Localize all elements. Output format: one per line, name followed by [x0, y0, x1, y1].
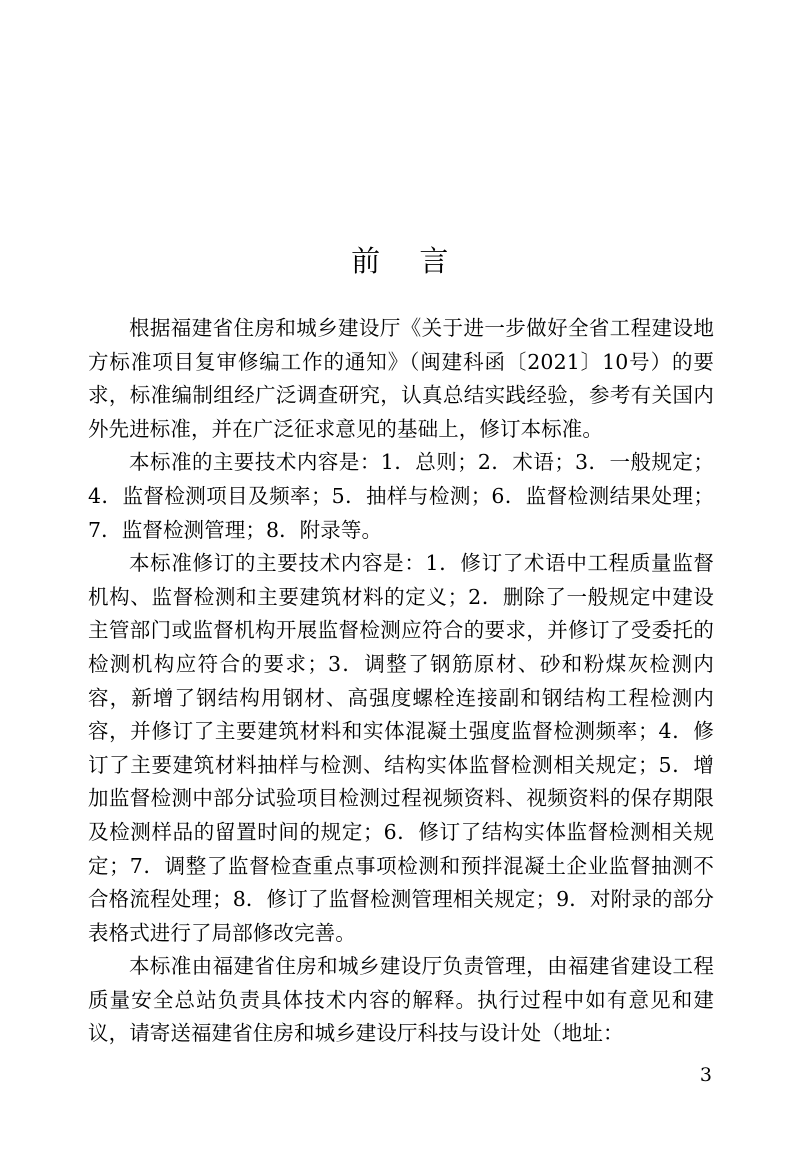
document-body	[88, 312, 714, 1051]
paragraph-revision-content: 本标准修订的主要技术内容是：1．修订了术语中工程质量监督机构、监督检测和主要建筑材料的定义；2．删除了一般规定中建设主管部门或监督机构开展监督检测应符合的要求，并修订了受委托的检测机构应符合的要求；3．调整了钢筋原材、砂和粉煤灰检测内容，新增了钢结构用钢材、高强度螺栓连接副和钢结构工程检测内容，并修订了主要建筑材料和实体混凝土强度监督检测频率；4．修订了主要建筑材料抽样与检测、结构实体监督检测相关规定；5．增加监督检测中部分试验项目检测过程视频资料、视频资料的保存期限及检测样品的留置时间的规定；6．修订了结构实体监督检测相关规定；7．调整了监督检查重点事项检测和预拌混凝土企业监督抽测不合格流程处理；8．修订了监督检测管理相关规定；9．对附录的部分表格式进行了局部修改完善。	[88, 551, 714, 945]
page-title: 前 言	[351, 244, 449, 279]
paragraph-main-content: 本标准的主要技术内容是：1．总则；2．术语；3．一般规定；4．监督检测项目及频率；5．抽样与检测；6．监督检测结果处理；7．监督检测管理；8．附录等。	[88, 450, 714, 542]
paragraph-basis: 根据福建省住房和城乡建设厅《关于进一步做好全省工程建设地方标准项目复审修编工作的通知》（闽建科函〔2021〕10号）的要求，标准编制组经广泛调查研究，认真总结实践经验，参考有关国内外先进标准，并在广泛征求意见的基础上，修订本标准。	[88, 316, 714, 441]
page-number: 3	[699, 1064, 712, 1086]
paragraph-administration: 本标准由福建省住房和城乡建设厅负责管理，由福建省建设工程质量安全总站负责具体技术内容的解释。执行过程中如有意见和建议，请寄送福建省住房和城乡建设厅科技与设计处（地址：	[88, 954, 714, 1046]
